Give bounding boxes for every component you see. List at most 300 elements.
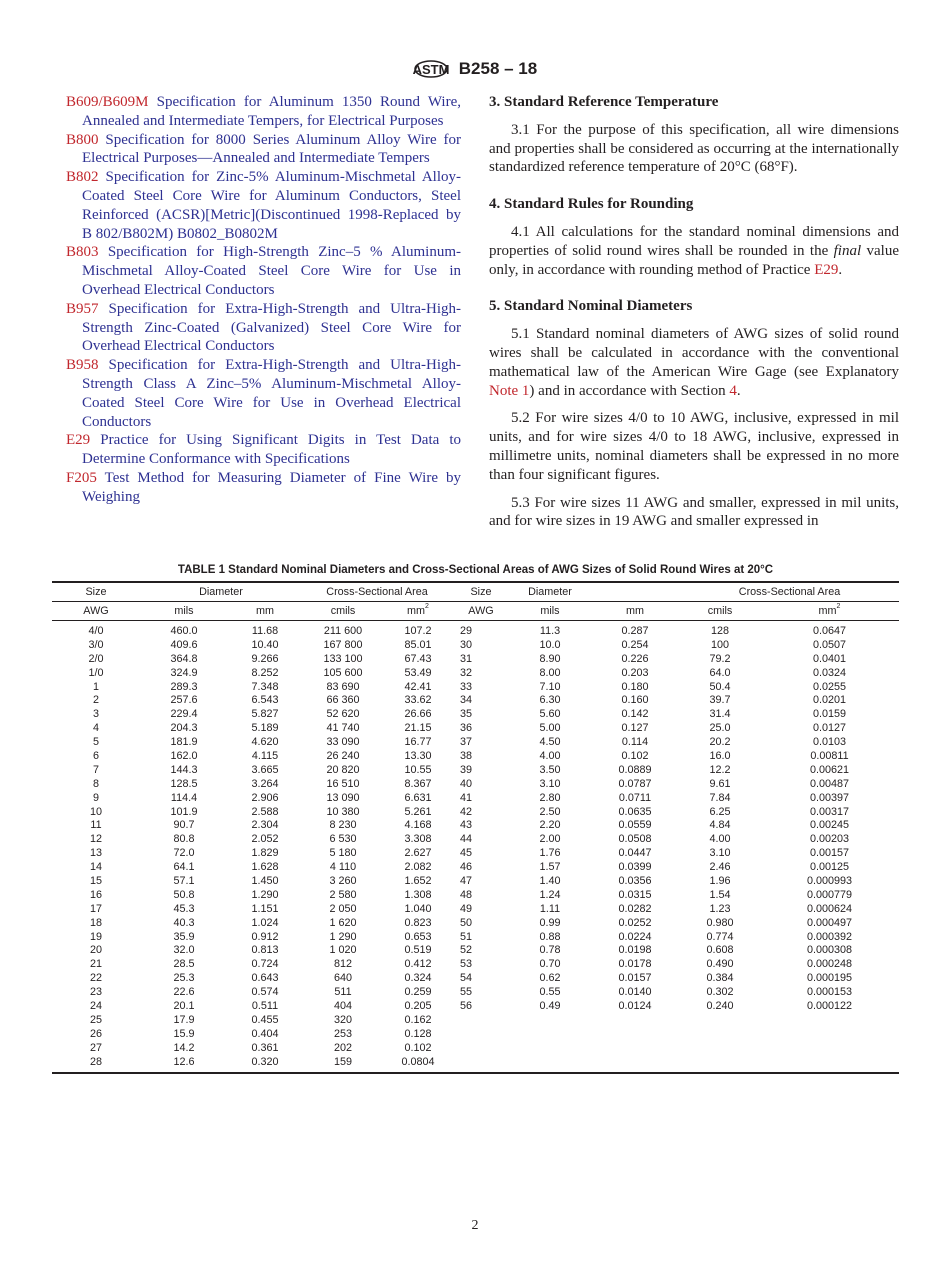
table-cell: 0.00157: [809, 847, 850, 860]
table-cell: 409.6: [170, 638, 198, 651]
table-cell: [680, 1055, 760, 1073]
table-cell: 23: [89, 986, 102, 999]
table-cell: 0.160: [621, 694, 649, 707]
unit-cmils: cmils: [302, 602, 384, 621]
table-cell: 0.384: [706, 972, 734, 985]
table-cell: 49: [460, 902, 473, 915]
table-cell: 0.0157: [618, 972, 652, 985]
table-cell: 3 260: [329, 874, 357, 887]
table-cell: 0.823: [404, 916, 432, 929]
table-cell: 0.0324: [812, 666, 847, 679]
reference-item: [66, 300, 461, 356]
table-cell: 105 600: [323, 666, 363, 679]
reference-title-link[interactable]: Practice for Using Significant Digits in Test Data to Determine Conformance with Specifications: [82, 432, 461, 468]
unit-mm2: $mm^2$: [384, 602, 452, 621]
table-cell: 4.168: [404, 819, 432, 832]
table-cell: 1.11: [539, 902, 561, 915]
table-cell: 8.00: [539, 666, 561, 679]
table-cell: 2: [92, 694, 99, 707]
table-cell: 3.308: [404, 833, 432, 846]
table-cell: 1.628: [251, 861, 279, 874]
section-4-title: 4. Standard Rules for Rounding: [489, 196, 694, 213]
table-cell: 2.20: [539, 819, 561, 832]
table-cell: 39.7: [709, 694, 731, 707]
table-cell: 3/0: [88, 638, 104, 651]
table-cell: 6.30: [539, 694, 561, 707]
table-cell: 2.50: [539, 805, 561, 818]
table-cell: 0.00317: [809, 805, 850, 818]
table-cell: 47: [460, 874, 473, 887]
table-cell: 1: [92, 680, 99, 693]
table-cell: 0.254: [621, 638, 649, 651]
table-cell: 52 620: [326, 708, 360, 721]
table-row: [52, 1013, 899, 1027]
table-cell: 0.000497: [806, 916, 853, 929]
table-cell: 1.76: [539, 847, 561, 860]
table-cell: 1.54: [709, 888, 731, 901]
table-row: [52, 930, 899, 944]
table-cell: 167 800: [323, 638, 363, 651]
table-cell: 35.9: [173, 930, 195, 943]
table-cell: 101.9: [170, 805, 198, 818]
table-cell: 0.0124: [618, 999, 652, 1012]
section-5-title: 5. Standard Nominal Diameters: [489, 298, 693, 315]
table-cell: 1.290: [251, 888, 279, 901]
table-cell: 28: [89, 1055, 102, 1068]
table-row: [52, 693, 899, 707]
table-cell: 20.2: [709, 736, 731, 749]
table-row: [52, 874, 899, 888]
table-cell: 46: [460, 861, 473, 874]
table-cell: 13.30: [404, 749, 432, 762]
table-cell: [680, 1027, 760, 1041]
table-row: [52, 707, 899, 721]
table-cell: 33 090: [326, 736, 360, 749]
table-cell: 5.00: [539, 722, 561, 735]
table-cell: [590, 1027, 680, 1041]
table-cell: 50: [460, 916, 473, 929]
table-cell: 26: [89, 1027, 102, 1040]
table-cell: 181.9: [170, 736, 198, 749]
page-number: 2: [471, 1218, 479, 1233]
table-cell: 25: [89, 1013, 102, 1026]
table-cell: 31.4: [709, 708, 731, 721]
table-cell: 0.102: [621, 749, 649, 762]
table-cell: 30: [460, 638, 473, 651]
table-cell: 0.0315: [618, 888, 652, 901]
table-cell: 36: [460, 722, 473, 735]
table-cell: 0.114: [621, 736, 649, 749]
table-cell: 0.00397: [809, 791, 850, 804]
table-row: [52, 999, 899, 1013]
table-cell: 9.266: [251, 652, 279, 665]
table-cell: [510, 1013, 590, 1027]
table-cell: 4.00: [709, 833, 731, 846]
reference-title-link[interactable]: Specification for 8000 Series Aluminum Alloy Wire for Electrical Purposes—Annealed and Intermediate Tempers: [82, 131, 461, 167]
table-cell: 0.0103: [812, 736, 847, 749]
header-diameter-2: Diameter: [510, 582, 590, 602]
table-cell: 11.68: [251, 624, 279, 637]
table-cell: 3.10: [709, 847, 731, 860]
table-cell: 364.8: [170, 652, 198, 665]
table-cell: 72.0: [173, 847, 195, 860]
table-cell: 26 240: [326, 749, 360, 762]
reference-title-link[interactable]: Test Method for Measuring Diameter of Fine Wire by Weighing: [82, 469, 462, 505]
table-cell: [510, 1055, 590, 1073]
reference-item: [66, 131, 461, 169]
table-cell: 7.348: [251, 680, 279, 693]
table-row: [52, 1055, 899, 1073]
table-cell: 8.367: [404, 777, 432, 790]
table-cell: 45: [460, 847, 473, 860]
table-cell: 37: [460, 736, 473, 749]
table-cell: 2.80: [539, 791, 561, 804]
table-cell: 7.10: [539, 680, 561, 693]
header-area-2: Cross-Sectional Area: [680, 582, 899, 602]
table-cell: 0.0787: [618, 777, 652, 790]
para-5-3: 5.3 For wire sizes 11 AWG and smaller, expressed in mil units, and for wire sizes in 19 AWG and smaller expressed in: [489, 494, 899, 530]
table-cell: 10.55: [404, 763, 432, 776]
table-row: [52, 888, 899, 902]
reference-item: [66, 168, 461, 243]
table-cell: 0.70: [539, 958, 561, 971]
table-cell: 0.412: [404, 958, 432, 971]
text: 4.1 All calculations for the standard nominal dimensions and properties of solid round wires shall be rounded in the: [489, 223, 899, 259]
table-cell: 320: [333, 1013, 352, 1026]
table-cell: 4/0: [88, 624, 104, 637]
table-cell: 0.774: [706, 930, 734, 943]
table-row: [52, 846, 899, 860]
table-cell: 0.361: [251, 1041, 279, 1054]
unit-mm: mm: [228, 602, 302, 621]
table-cell: [590, 1013, 680, 1027]
table-cell: [760, 1013, 899, 1027]
table-cell: 0.0178: [618, 958, 652, 971]
table-cell: 40.3: [173, 916, 195, 929]
table-cell: 33.62: [404, 694, 432, 707]
table-row: [52, 985, 899, 999]
header-size-2: Size: [452, 582, 510, 602]
table-cell: 0.724: [251, 958, 279, 971]
table-cell: 90.7: [173, 819, 195, 832]
table-cell: 14: [89, 861, 102, 874]
table-cell: 1.23: [709, 902, 731, 915]
text: .: [838, 261, 843, 278]
table-cell: 10.0: [539, 638, 561, 651]
table-cell: 1.57: [539, 861, 561, 874]
table-cell: 0.0447: [618, 847, 652, 860]
table-cell: 19: [89, 930, 102, 943]
reference-item: [66, 356, 461, 431]
table-row: [52, 721, 899, 735]
table-1: [52, 564, 899, 1074]
table-cell: 16 510: [326, 777, 360, 790]
table-cell: 6: [92, 749, 99, 762]
table-cell: 0.511: [251, 999, 279, 1012]
table-cell: 128: [710, 624, 729, 637]
table-cell: [590, 1041, 680, 1055]
link-note-1[interactable]: Note 1: [489, 382, 530, 399]
table-cell: 0.00245: [809, 819, 850, 832]
table-cell: 48: [460, 888, 473, 901]
table-row: [52, 749, 899, 763]
reference-code-link[interactable]: B803: [66, 244, 99, 261]
table-cell: 0.0255: [812, 680, 847, 693]
table-cell: 0.912: [251, 930, 279, 943]
table-cell: 0.813: [251, 944, 279, 957]
table-cell: 44: [460, 833, 473, 846]
table-cell: 0.000248: [806, 958, 853, 971]
table-cell: 5.827: [251, 708, 279, 721]
unit-cmils-2: cmils: [680, 602, 760, 621]
table-cell: 0.55: [539, 986, 561, 999]
table-cell: 83 690: [326, 680, 360, 693]
table-cell: 0.88: [539, 930, 561, 943]
table-cell: [452, 1027, 510, 1041]
table-cell: 21: [89, 958, 102, 971]
table-cell: [510, 1041, 590, 1055]
table-cell: 0.490: [706, 958, 734, 971]
table-cell: 511: [334, 986, 352, 999]
reference-item: [66, 431, 461, 469]
table-cell: 25.0: [709, 722, 731, 735]
table-cell: 41 740: [326, 722, 360, 735]
table-cell: [680, 1013, 760, 1027]
table-cell: 289.3: [170, 680, 198, 693]
table-cell: 0.287: [621, 624, 649, 637]
table-cell: 0.574: [251, 986, 279, 999]
table-cell: 0.000122: [806, 999, 853, 1012]
reference-code-link[interactable]: B800: [66, 131, 99, 148]
reference-title-link[interactable]: Specification for Zinc-5% Aluminum-Mischmetal Alloy-Coated Steel Core Wire for Aluminum Conductors, Steel Reinforced (ACSR)[Metric](Discontinued 1998-Replaced by B 802/B802M) B0802_B0802M: [82, 169, 461, 242]
table-cell: 0.0224: [618, 930, 652, 943]
table-cell: 5.60: [539, 708, 561, 721]
table-cell: 13 090: [326, 791, 360, 804]
table-cell: 24: [89, 999, 102, 1012]
table-row: [52, 943, 899, 957]
table-cell: 0.0559: [618, 819, 652, 832]
table-cell: 0.324: [404, 972, 432, 985]
section-4: [489, 195, 899, 279]
reference-item: [66, 469, 461, 507]
text: .: [736, 382, 741, 399]
table-cell: 0.000624: [806, 902, 853, 915]
table-cell: 1.40: [539, 874, 561, 887]
table-cell: 27: [89, 1041, 102, 1054]
table-cell: 5 180: [329, 847, 357, 860]
header-area: Cross-Sectional Area: [302, 582, 452, 602]
table-cell: 8 230: [329, 819, 357, 832]
table-cell: 10.40: [251, 638, 279, 651]
reference-code-link[interactable]: F205: [66, 469, 97, 486]
table-cell: 6.631: [404, 791, 432, 804]
table-cell: 0.203: [621, 666, 649, 679]
text: 5.1 Standard nominal diameters of AWG sizes of solid round wires shall be calculated in accordance with the conventional mathematical law of the American Wire Gage (see Explanatory: [489, 326, 899, 380]
table-cell: 0.78: [539, 944, 561, 957]
table-row: [52, 791, 899, 805]
para-5-2: 5.2 For wire sizes 4/0 to 10 AWG, inclusive, expressed in mil units, and for wire sizes 4/0 to 18 AWG, inclusive, expressed in millimetre units, nominal diameters shall be expressed in no more than four significant figures.: [489, 410, 899, 483]
table-cell: 229.4: [170, 708, 198, 721]
unit-mm2-2: $mm^2$: [760, 602, 899, 621]
table-cell: 3.10: [539, 777, 561, 790]
table-cell: 42: [460, 805, 473, 818]
table-cell: 0.49: [539, 999, 561, 1012]
table-row: [52, 860, 899, 874]
table-row: [52, 666, 899, 680]
table-cell: 1.24: [539, 888, 561, 901]
table-cell: 10 380: [326, 805, 360, 818]
para-3-1: 3.1 For the purpose of this specification, all wire dimensions and properties shall be considered as occurring at the internationally standardized reference temperature of 20°C (68°F).: [489, 121, 899, 176]
table-row: [52, 971, 899, 985]
table-row: [52, 621, 899, 638]
emphasis: final: [833, 242, 862, 259]
table-cell: 1/0: [88, 666, 104, 679]
table-cell: 404: [333, 999, 352, 1012]
table-cell: 1.024: [251, 916, 279, 929]
table-cell: 79.2: [709, 652, 731, 665]
table-cell: 4.50: [539, 736, 561, 749]
table-cell: [452, 1041, 510, 1055]
table-cell: 33: [460, 680, 473, 693]
table-caption: TABLE 1 Standard Nominal Diameters and Cross-Sectional Areas of AWG Sizes of Solid Round Wires at 20°C: [177, 564, 774, 576]
table-cell: 324.9: [170, 666, 198, 679]
svg-text:ASTM: ASTM: [412, 62, 449, 77]
table-cell: 204.3: [170, 722, 198, 735]
link-section-4[interactable]: 4: [729, 382, 737, 399]
table-cell: 0.180: [621, 680, 649, 693]
table-cell: 100: [710, 638, 729, 651]
table-cell: 13: [89, 847, 102, 860]
table-cell: 0.0399: [618, 861, 652, 874]
table-cell: [760, 1027, 899, 1041]
table-row: [52, 818, 899, 832]
link-e29[interactable]: E29: [814, 261, 839, 278]
table-cell: 4: [92, 722, 99, 735]
table-cell: 0.0804: [401, 1055, 435, 1068]
reference-title-link[interactable]: Specification for High-Strength Zinc–5 % Aluminum-Mischmetal Alloy-Coated Steel Core Wire for Use in Overhead Electrical Conductors: [82, 244, 461, 298]
unit-awg: AWG: [52, 602, 140, 621]
table-row: [52, 902, 899, 916]
table-cell: 0.0282: [618, 902, 652, 915]
table-cell: 0.404: [251, 1027, 279, 1040]
table-cell: 0.000195: [806, 972, 853, 985]
table-cell: 211 600: [323, 624, 363, 637]
table-cell: 0.0889: [618, 763, 652, 776]
table-cell: 114.4: [170, 791, 198, 804]
table-cell: 4.00: [539, 749, 561, 762]
table-cell: 2.46: [709, 861, 731, 874]
table-cell: 2.588: [251, 805, 279, 818]
table-cell: 1 290: [329, 930, 357, 943]
table-cell: 6 530: [329, 833, 357, 846]
table-cell: [760, 1041, 899, 1055]
table-cell: 53.49: [404, 666, 432, 679]
reference-code-link[interactable]: B957: [66, 300, 99, 317]
table-cell: 1.829: [251, 847, 279, 860]
table-cell: 0.226: [621, 652, 649, 665]
table-cell: [452, 1055, 510, 1073]
reference-title-link[interactable]: Specification for Extra-High-Strength and Ultra-High-Strength Class A Zinc–5% Aluminum-Mischmetal Alloy-Coated Steel Core Wire for Use in Overhead Electrical Conductors: [82, 357, 461, 430]
table-cell: 6.543: [251, 694, 279, 707]
table-cell: 133 100: [323, 652, 363, 665]
table-cell: 12: [89, 833, 102, 846]
table-row: [52, 805, 899, 819]
table-cell: 17.9: [173, 1013, 195, 1026]
para-4-1: [489, 223, 899, 279]
table-cell: 57.1: [173, 874, 195, 887]
table-cell: 0.643: [251, 972, 279, 985]
table-cell: 0.205: [404, 999, 432, 1012]
table-cell: 0.0140: [618, 986, 652, 999]
reference-title-link[interactable]: Specification for Aluminum 1350 Round Wire, Annealed and Intermediate Tempers, for Electrical Purposes: [82, 94, 461, 129]
table-cell: 0.0507: [812, 638, 847, 651]
table-cell: 2 050: [329, 902, 357, 915]
table-cell: 2.00: [539, 833, 561, 846]
text: ) and in accordance with Section: [529, 382, 730, 399]
table-cell: 812: [333, 958, 352, 971]
table-cell: 43: [460, 819, 473, 832]
table-cell: 0.0508: [618, 833, 652, 846]
reference-code-link[interactable]: B609/B609M: [66, 94, 149, 110]
reference-title-link[interactable]: Specification for Extra-High-Strength and Ultra-High-Strength Zinc-Coated (Galvanized) Steel Core Wire for Overhead Electrical Conductors: [82, 300, 461, 355]
text: value only, in accordance with rounding method of Practice: [489, 242, 900, 278]
table-cell: 0.0356: [618, 874, 652, 887]
table-row: [52, 1041, 899, 1055]
unit-mm-2: mm: [590, 602, 680, 621]
table-cell: 39: [460, 763, 473, 776]
table-cell: 107.2: [404, 624, 432, 637]
table-cell: 50.4: [709, 680, 731, 693]
section-3-title: 3. Standard Reference Temperature: [489, 94, 719, 110]
table-cell: 0.0635: [618, 805, 652, 818]
table-cell: 0.00811: [810, 749, 849, 762]
table-cell: 0.000993: [806, 874, 853, 887]
table-cell: 9.61: [709, 777, 731, 790]
table-cell: 0.0647: [812, 624, 847, 637]
table-cell: 16: [89, 888, 102, 901]
table-cell: 0.000779: [806, 888, 853, 901]
table-cell: 4.84: [709, 819, 731, 832]
reference-code-link[interactable]: B958: [66, 357, 99, 374]
reference-code-link[interactable]: B802: [66, 169, 99, 186]
table-cell: 20: [89, 944, 102, 957]
table-cell: 0.455: [251, 1013, 279, 1026]
table-cell: 41: [460, 791, 473, 804]
table-cell: 20 820: [326, 763, 360, 776]
table-cell: 16.0: [709, 749, 731, 762]
table-cell: 2.082: [404, 861, 432, 874]
table-cell: 35: [460, 708, 473, 721]
reference-code-link[interactable]: E29: [66, 432, 91, 449]
table-cell: 9: [92, 791, 99, 804]
designation: B258 – 18: [458, 59, 538, 78]
table-cell: 0.519: [404, 944, 432, 957]
header-diameter: Diameter: [140, 582, 302, 602]
table-cell: 0.99: [539, 916, 561, 929]
header-size: Size: [52, 582, 140, 602]
table-cell: 15.9: [173, 1027, 195, 1040]
table-cell: 12.2: [709, 763, 731, 776]
table-cell: 64.1: [173, 861, 195, 874]
table-cell: 80.8: [173, 833, 195, 846]
table-cell: 0.128: [404, 1027, 432, 1040]
table-cell: 8.252: [251, 666, 279, 679]
table-cell: 2.627: [404, 847, 432, 860]
table-cell: 3.665: [251, 763, 279, 776]
table-cell: 32: [460, 666, 473, 679]
table-cell: 0.000308: [806, 944, 853, 957]
table-cell: 8: [92, 777, 99, 790]
